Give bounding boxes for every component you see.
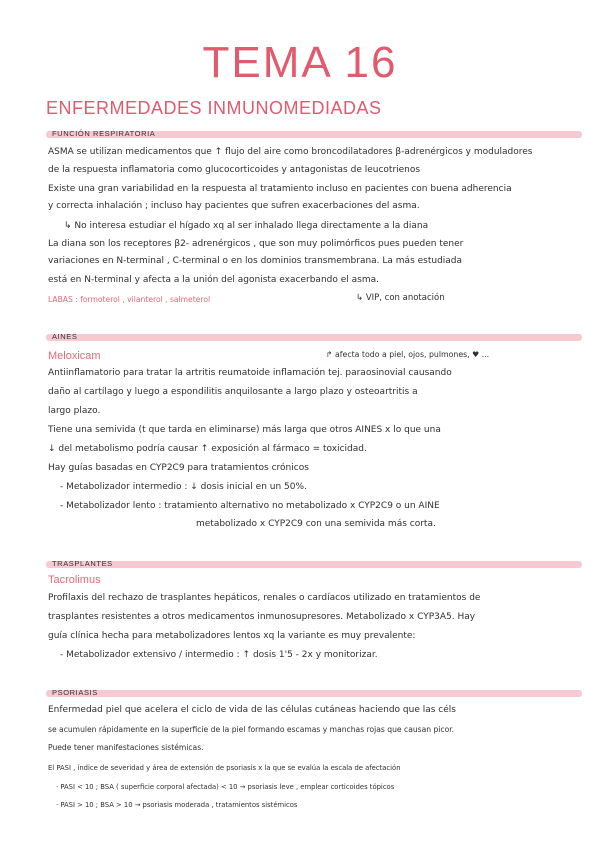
text-line: guía clínica hecha para metabolizadores lentos xq la variante es muy prevalente:	[48, 631, 416, 641]
text-line: se acumulen rápidamente en la superficie de la piel formando escamas y manchas rojas que causan picor.	[48, 725, 455, 734]
text-line: Enfermedad piel que acelera el ciclo de vida de las células cutáneas haciendo que las céls	[48, 705, 456, 715]
text-line: La diana son los receptores β2- adrenérgicos , que son muy polimórficos pues pueden tener	[48, 239, 464, 249]
text-line: Profilaxis del rechazo de trasplantes hepáticos, renales o cardíacos utilizado en tratamientos de	[48, 593, 481, 603]
section-band-trasplantes	[46, 561, 582, 568]
section-header-aines: AINES	[52, 332, 78, 341]
section-band-psoriasis	[46, 690, 582, 697]
text-line: - Metabolizador extensivo / intermedio : ↑ dosis 1'5 - 2x y monitorizar.	[60, 650, 378, 660]
labas-line: LABAS : formoterol , vilanterol , salmeterol	[48, 295, 211, 304]
vip-note: ↳ VIP, con anotación	[356, 293, 445, 303]
text-line: - Metabolizador lento : tratamiento alternativo no metabolizado x CYP2C9 o un AINE	[60, 501, 440, 511]
section-header-respiratoria: FUNCIÓN RESPIRATORIA	[52, 129, 156, 138]
text-line: ASMA se utilizan medicamentos que ↑ flujo del aire como broncodilatadores β-adrenérgicos y moduladores	[48, 147, 533, 157]
text-line: · PASI < 10 ; BSA ( superficie corporal afectada) < 10 → psoriasis leve , emplear corticoides tópicos	[56, 783, 395, 791]
text-line: El PASI , índice de severidad y área de extensión de psoriasis x la que se evalúa la escala de afectación	[48, 764, 401, 772]
text-line: metabolizado x CYP2C9 con una semivida más corta.	[196, 519, 436, 529]
text-line: ↳ No interesa estudiar el hígado xq al ser inhalado llega directamente a la diana	[64, 221, 429, 231]
drug-name-tacrolimus: Tacrolimus	[48, 574, 101, 586]
section-band-aines	[46, 334, 582, 341]
text-line: - Metabolizador intermedio : ↓ dosis inicial en un 50%.	[60, 482, 307, 492]
text-line: Antiinflamatorio para tratar la artritis reumatoide inflamación tej. paraosinovial causando	[48, 368, 452, 378]
text-line: ↓ del metabolismo podría causar ↑ exposición al fármaco = toxicidad.	[48, 444, 367, 454]
section-header-trasplantes: TRASPLANTES	[52, 559, 113, 568]
text-line: Tiene una semivida (t que tarda en eliminarse) más larga que otros AINES x lo que una	[48, 425, 441, 435]
text-line: Hay guías basadas en CYP2C9 para tratamientos crónicos	[48, 463, 309, 473]
text-line: trasplantes resistentes a otros medicamentos inmunosupresores. Metabolizado x CYP3A5. Hay	[48, 612, 476, 622]
text-line: largo plazo.	[48, 406, 101, 416]
text-line: y correcta inhalación ; incluso hay pacientes que sufren exacerbaciones del asma.	[48, 201, 420, 211]
aines-side-note: ↱ afecta todo a piel, ojos, pulmones, ♥ ...	[326, 350, 490, 359]
section-header-psoriasis: PSORIASIS	[52, 688, 98, 697]
text-line: de la respuesta inflamatoria como glucocorticoides y antagonistas de leucotrienos	[48, 165, 421, 175]
text-line: está en N-terminal y afecta a la unión del agonista exacerbando el asma.	[48, 275, 379, 285]
page-subtitle: ENFERMEDADES INMUNOMEDIADAS	[46, 98, 382, 118]
page-title: TEMA 16	[202, 38, 398, 87]
text-line: Puede tener manifestaciones sistémicas.	[48, 743, 204, 752]
drug-name-meloxicam: Meloxicam	[48, 350, 101, 362]
text-line: · PASI > 10 ; BSA > 10 → psoriasis moderada , tratamientos sistémicos	[56, 801, 298, 809]
text-line: variaciones en N-terminal , C-terminal o en los dominios transmembrana. La más estudiada	[48, 256, 463, 266]
text-line: Existe una gran variabilidad en la respuesta al tratamiento incluso en pacientes con buena adherencia	[48, 184, 512, 194]
text-line: daño al cartílago y luego a espondilitis anquilosante a largo plazo y osteoartritis a	[48, 387, 418, 397]
